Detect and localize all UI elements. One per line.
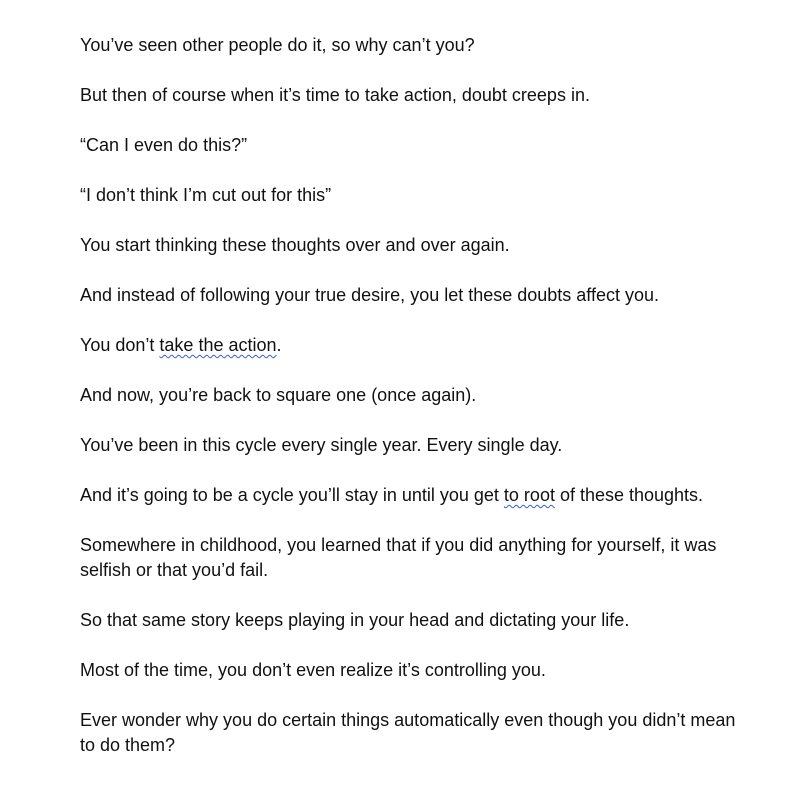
paragraph-7-text-after: .	[276, 335, 282, 355]
paragraph-5: You start thinking these thoughts over and over again.	[80, 235, 510, 255]
paragraph-4: “I don’t think I’m cut out for this”	[80, 185, 332, 205]
paragraph-11: Somewhere in childhood, you learned that if you did anything for yourself, it was selfish or that you’d fail.	[80, 535, 717, 580]
paragraph-2: But then of course when it’s time to take action, doubt creeps in.	[80, 85, 590, 105]
paragraph-8: And now, you’re back to square one (once again).	[80, 385, 477, 405]
grammar-flagged-phrase[interactable]: to root	[503, 485, 555, 505]
paragraph-10-text-before: And it’s going to be a cycle you’ll stay in until you get	[80, 485, 504, 505]
paragraph-10-text-after: of these thoughts.	[554, 485, 704, 505]
paragraph-14: Ever wonder why you do certain things automatically even though you didn’t mean to do them?	[80, 710, 736, 755]
paragraph-9: You’ve been in this cycle every single year. Every single day.	[80, 435, 563, 455]
paragraph-12: So that same story keeps playing in your head and dictating your life.	[80, 610, 630, 630]
paragraph-7-text-before: You don’t	[80, 335, 160, 355]
paragraph-10	[80, 483, 740, 508]
paragraph-1: You’ve seen other people do it, so why can’t you?	[80, 35, 475, 55]
paragraph-3: “Can I even do this?”	[80, 135, 248, 155]
paragraph-13: Most of the time, you don’t even realize it’s controlling you.	[80, 660, 546, 680]
paragraph-6: And instead of following your true desire, you let these doubts affect you.	[80, 285, 660, 305]
grammar-flagged-phrase[interactable]: take the action	[159, 335, 277, 355]
paragraph-7	[80, 333, 740, 358]
document-page	[80, 33, 740, 783]
